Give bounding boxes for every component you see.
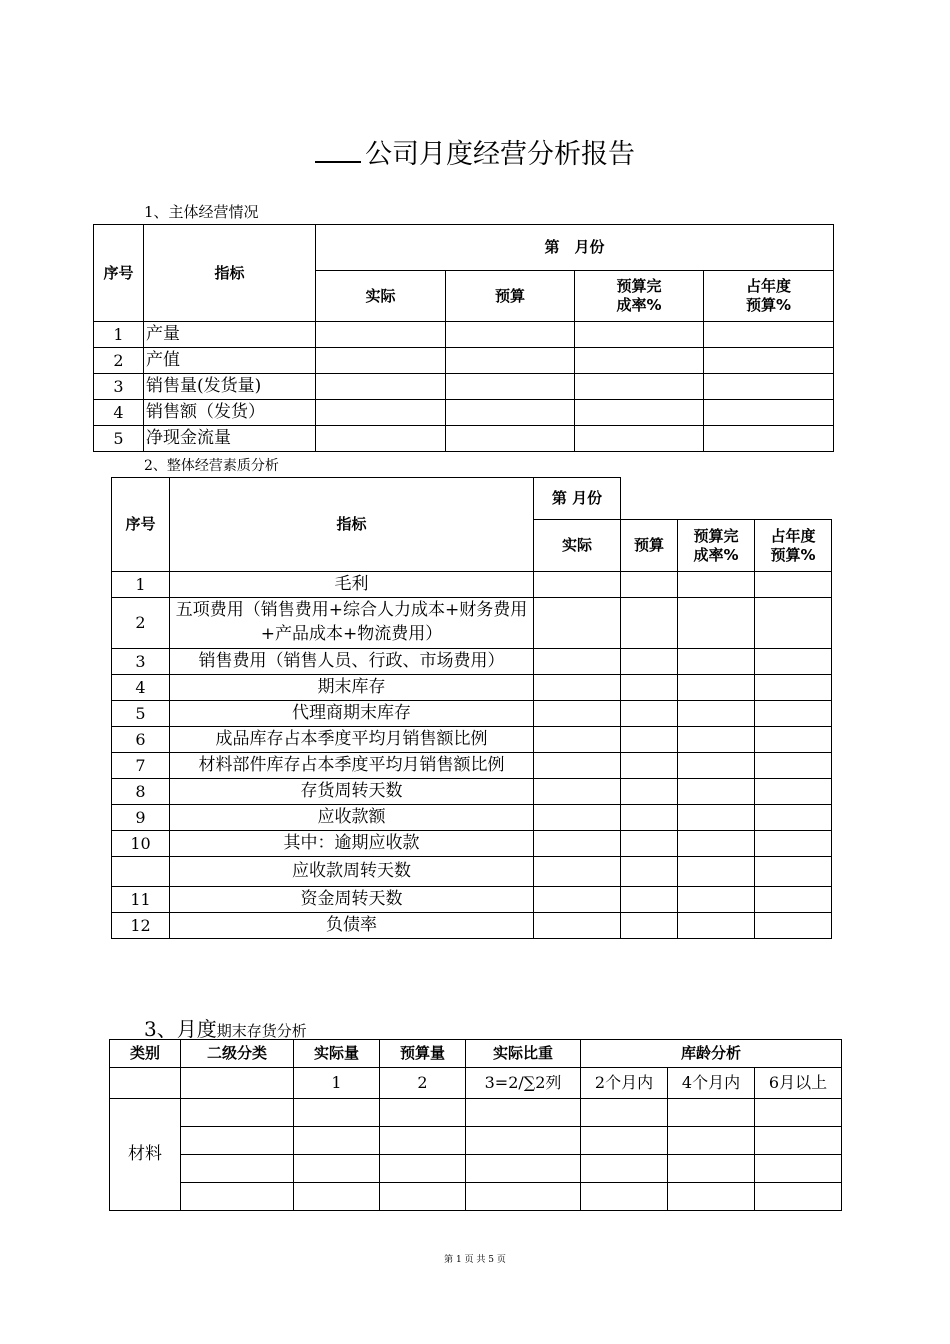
row-indicator: 负债率: [170, 913, 534, 939]
row-indicator: 应收款周转天数: [170, 857, 534, 887]
t3-header-actual-ratio: 实际比重: [466, 1040, 581, 1068]
section3-heading-sub: 期末存货分析: [216, 1022, 307, 1040]
cell[interactable]: [668, 1183, 755, 1211]
cell-rate[interactable]: [678, 805, 755, 831]
t3-sub-col1: 1: [294, 1068, 380, 1099]
cell-actual[interactable]: [534, 727, 621, 753]
cell[interactable]: [294, 1127, 380, 1155]
t1-header-budget: 预算: [446, 271, 575, 322]
t1-year-line2: 预算%: [745, 296, 792, 314]
cell-annual[interactable]: [704, 426, 834, 452]
cell[interactable]: [668, 1127, 755, 1155]
cell[interactable]: [755, 1099, 842, 1127]
cell-budget[interactable]: [621, 887, 678, 913]
title-blank-line: [315, 139, 361, 163]
t2-header-indicator: 指标: [170, 478, 534, 572]
cell-budget[interactable]: [621, 675, 678, 701]
cell-annual[interactable]: [755, 727, 832, 753]
cell-actual[interactable]: [534, 913, 621, 939]
row-indicator: 材料部件库存占本季度平均月销售额比例: [170, 753, 534, 779]
table-row: [112, 753, 832, 779]
t3-sub-2months: 2个月内: [581, 1068, 668, 1099]
cell-actual[interactable]: [534, 649, 621, 675]
cell-annual[interactable]: [755, 675, 832, 701]
cell-annual[interactable]: [704, 348, 834, 374]
cell-budget[interactable]: [621, 779, 678, 805]
t2-year-line1: 占年度: [770, 526, 816, 545]
cell-annual[interactable]: [704, 374, 834, 400]
row-no: [112, 857, 170, 887]
row-no: 2: [94, 348, 144, 374]
cell-actual[interactable]: [534, 753, 621, 779]
section3-heading: [144, 1013, 307, 1042]
row-indicator: 存货周转天数: [170, 779, 534, 805]
cell-actual[interactable]: [316, 426, 446, 452]
cell-budget[interactable]: [446, 400, 575, 426]
cell-budget[interactable]: [621, 598, 678, 649]
cell-budget[interactable]: [621, 913, 678, 939]
cell-rate[interactable]: [678, 598, 755, 649]
row-no: 1: [112, 572, 170, 598]
row-indicator: 销售量(发货量): [144, 374, 316, 400]
cell-rate[interactable]: [575, 426, 704, 452]
cell-annual[interactable]: [755, 598, 832, 649]
table-row: [94, 374, 834, 400]
t3-header-subcategory: 二级分类: [181, 1040, 294, 1068]
cell[interactable]: [466, 1155, 581, 1183]
quality-analysis-table: [111, 477, 832, 939]
row-no: 2: [112, 598, 170, 649]
t1-header-actual: 实际: [316, 271, 446, 322]
t2-header-annual-share: [755, 520, 832, 572]
row-indicator: 资金周转天数: [170, 887, 534, 913]
t1-header-month: 第 月份: [316, 225, 834, 271]
row-indicator: 产值: [144, 348, 316, 374]
row-indicator: 期末库存: [170, 675, 534, 701]
cell-budget[interactable]: [621, 805, 678, 831]
cell[interactable]: [294, 1183, 380, 1211]
row-no: 9: [112, 805, 170, 831]
cell-rate[interactable]: [678, 753, 755, 779]
cell[interactable]: [294, 1155, 380, 1183]
table-row: [112, 727, 832, 753]
cell-actual[interactable]: [534, 779, 621, 805]
cell-rate[interactable]: [575, 400, 704, 426]
cell[interactable]: [668, 1155, 755, 1183]
cell[interactable]: [294, 1099, 380, 1127]
row-indicator: 销售费用（销售人员、行政、市场费用）: [170, 649, 534, 675]
table-row: [112, 572, 832, 598]
table-row: [94, 400, 834, 426]
page-footer: 第 1 页 共 5 页: [444, 1255, 506, 1265]
t3-sub-4months: 4个月内: [668, 1068, 755, 1099]
cell-rate[interactable]: [575, 374, 704, 400]
t2-rate-line1: 预算完: [693, 526, 739, 545]
cell-rate[interactable]: [575, 322, 704, 348]
cell-annual[interactable]: [755, 572, 832, 598]
cell-actual[interactable]: [316, 374, 446, 400]
t3-sub-6months: 6月以上: [755, 1068, 842, 1099]
row-indicator: 成品库存占本季度平均月销售额比例: [170, 727, 534, 753]
cell[interactable]: [181, 1155, 294, 1183]
t2-header-completion-rate: [678, 520, 755, 572]
cell-actual[interactable]: [316, 322, 446, 348]
cell-actual[interactable]: [316, 400, 446, 426]
row-no: 4: [94, 400, 144, 426]
table-row: [112, 649, 832, 675]
cell[interactable]: [181, 1099, 294, 1127]
row-no: 11: [112, 887, 170, 913]
table-row: [110, 1155, 842, 1183]
t2-header-budget: 预算: [621, 520, 678, 572]
row-indicator: 其中：逾期应收款: [170, 831, 534, 857]
row-no: 8: [112, 779, 170, 805]
table-row: [94, 322, 834, 348]
section3-heading-main: 3、月度: [144, 1017, 217, 1041]
table-row: [112, 779, 832, 805]
t1-header-no: 序号: [94, 225, 144, 322]
t2-header-no: 序号: [112, 478, 170, 572]
row-no: 7: [112, 753, 170, 779]
table-row: [112, 887, 832, 913]
row-no: 3: [112, 649, 170, 675]
row-indicator: 应收款额: [170, 805, 534, 831]
table-row: [112, 701, 832, 727]
table-row: [112, 913, 832, 939]
table-row: [112, 598, 832, 649]
t3-header-category: 类别: [110, 1040, 181, 1068]
cell-budget[interactable]: [446, 374, 575, 400]
cell-annual[interactable]: [755, 857, 832, 887]
table-row: [110, 1099, 842, 1127]
cell-actual[interactable]: [534, 701, 621, 727]
cell[interactable]: [380, 1099, 466, 1127]
page-title: [0, 132, 950, 171]
t1-header-annual-share: [704, 271, 834, 322]
cell-budget[interactable]: [621, 831, 678, 857]
t2-header-month: 第 月份: [534, 478, 621, 520]
t1-header-indicator: 指标: [144, 225, 316, 322]
cell[interactable]: [380, 1127, 466, 1155]
cell-actual[interactable]: [316, 348, 446, 374]
cell-annual[interactable]: [755, 887, 832, 913]
cell-budget[interactable]: [621, 649, 678, 675]
cell[interactable]: [755, 1183, 842, 1211]
cell-rate[interactable]: [678, 887, 755, 913]
section2-heading: 2、整体经营素质分析: [144, 458, 279, 474]
row-no: 5: [94, 426, 144, 452]
t1-rate-line2: 成率%: [616, 296, 662, 314]
cell-budget[interactable]: [621, 753, 678, 779]
cell-budget[interactable]: [621, 572, 678, 598]
t3-sub-empty: [181, 1068, 294, 1099]
cell-annual[interactable]: [704, 322, 834, 348]
cell[interactable]: [668, 1099, 755, 1127]
cell-annual[interactable]: [755, 805, 832, 831]
business-overview-table: [93, 224, 834, 452]
row-indicator: 代理商期末库存: [170, 701, 534, 727]
cell-rate[interactable]: [678, 913, 755, 939]
cell-rate[interactable]: [678, 675, 755, 701]
cell[interactable]: [581, 1155, 668, 1183]
cell-budget[interactable]: [621, 701, 678, 727]
cell-budget[interactable]: [621, 857, 678, 887]
t3-sub-formula: 3=2/∑2列: [466, 1068, 581, 1099]
cell-annual[interactable]: [755, 649, 832, 675]
cell-rate[interactable]: [678, 701, 755, 727]
row-indicator: 净现金流量: [144, 426, 316, 452]
table-row: [112, 805, 832, 831]
table-row: [94, 348, 834, 374]
t2-rate-line2: 成率%: [693, 545, 739, 564]
cell[interactable]: [581, 1127, 668, 1155]
cell-actual[interactable]: [534, 887, 621, 913]
cell-annual[interactable]: [755, 779, 832, 805]
cell-actual[interactable]: [534, 805, 621, 831]
cell-budget[interactable]: [446, 348, 575, 374]
cell[interactable]: [755, 1155, 842, 1183]
table-row: [112, 675, 832, 701]
row-indicator: 销售额（发货）: [144, 400, 316, 426]
cell[interactable]: [755, 1127, 842, 1155]
cell[interactable]: [466, 1183, 581, 1211]
table-row: [112, 831, 832, 857]
cell[interactable]: [181, 1183, 294, 1211]
cell-budget[interactable]: [446, 426, 575, 452]
t3-sub-empty: [110, 1068, 181, 1099]
cell-rate[interactable]: [678, 572, 755, 598]
cell[interactable]: [380, 1155, 466, 1183]
title-text: 公司月度经营分析报告: [365, 139, 635, 170]
cell[interactable]: [581, 1183, 668, 1211]
row-no: 12: [112, 913, 170, 939]
t3-header-budget-qty: 预算量: [380, 1040, 466, 1068]
t1-rate-line1: 预算完: [616, 277, 662, 296]
row-no: 3: [94, 374, 144, 400]
cell[interactable]: [466, 1127, 581, 1155]
row-no: 6: [112, 727, 170, 753]
cell-annual[interactable]: [755, 753, 832, 779]
cell-rate[interactable]: [678, 779, 755, 805]
cell-rate[interactable]: [575, 348, 704, 374]
t1-header-completion-rate: [575, 271, 704, 322]
cell[interactable]: [581, 1099, 668, 1127]
row-indicator: 毛利: [170, 572, 534, 598]
cell-actual[interactable]: [534, 831, 621, 857]
cell-annual[interactable]: [704, 400, 834, 426]
row-no: 4: [112, 675, 170, 701]
t2-header-actual: 实际: [534, 520, 621, 572]
cell-annual[interactable]: [755, 701, 832, 727]
table-row: [112, 857, 832, 887]
cell-rate[interactable]: [678, 857, 755, 887]
section1-heading: 1、主体经营情况: [144, 203, 259, 221]
cell-budget[interactable]: [446, 322, 575, 348]
cell-rate[interactable]: [678, 649, 755, 675]
cell[interactable]: [466, 1099, 581, 1127]
t1-year-line1: 占年度: [746, 277, 792, 296]
cell-budget[interactable]: [621, 727, 678, 753]
table-row: [110, 1127, 842, 1155]
cell-rate[interactable]: [678, 831, 755, 857]
row-no: 1: [94, 322, 144, 348]
cell-actual[interactable]: [534, 598, 621, 649]
cell-annual[interactable]: [755, 831, 832, 857]
t2-header-empty: [621, 478, 832, 520]
table-row: [94, 426, 834, 452]
row-indicator: 产量: [144, 322, 316, 348]
cell-annual[interactable]: [755, 913, 832, 939]
row-no: 5: [112, 701, 170, 727]
t2-year-line2: 预算%: [770, 545, 816, 564]
table-row: [110, 1183, 842, 1211]
row-indicator: 五项费用（销售费用+综合人力成本+财务费用+产品成本+物流费用）: [170, 598, 534, 649]
inventory-analysis-table: [109, 1039, 842, 1211]
t3-header-actual-qty: 实际量: [294, 1040, 380, 1068]
row-no: 10: [112, 831, 170, 857]
cell-actual[interactable]: [534, 857, 621, 887]
cell-rate[interactable]: [678, 727, 755, 753]
cell[interactable]: [380, 1183, 466, 1211]
t3-sub-col2: 2: [380, 1068, 466, 1099]
cell[interactable]: [181, 1127, 294, 1155]
cell-actual[interactable]: [534, 572, 621, 598]
t3-header-aging: 库龄分析: [581, 1040, 842, 1068]
cell-actual[interactable]: [534, 675, 621, 701]
t3-category-material: 材料: [110, 1099, 181, 1211]
